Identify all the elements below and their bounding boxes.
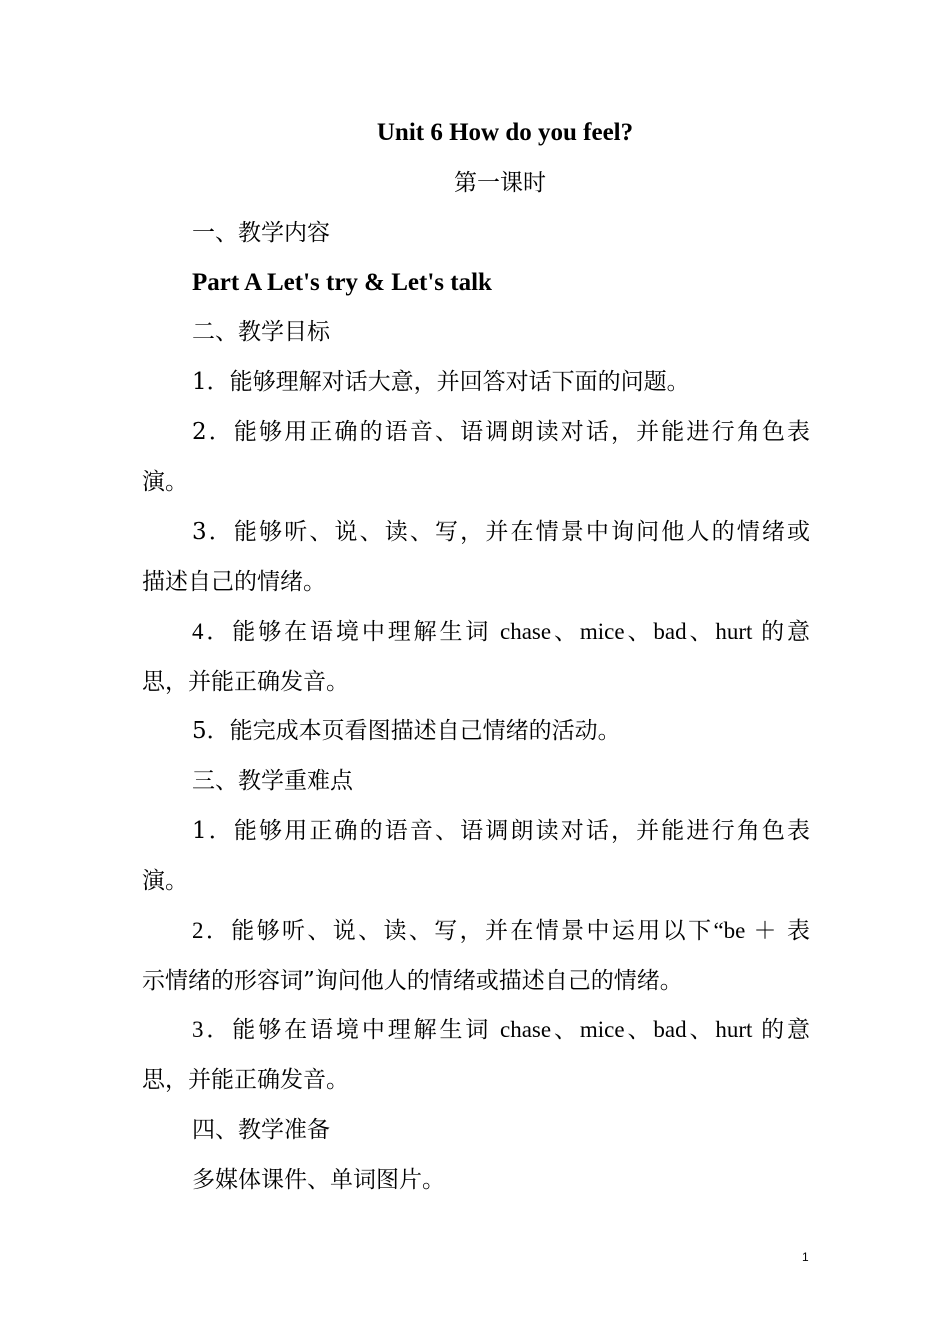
preparation-content: 多媒体课件、单词图片。 <box>192 1167 445 1193</box>
key-point-1-line-1: 1．能够用正确的语音、语调朗读对话，并能进行角色表 <box>192 818 810 844</box>
section-heading-preparation: 四、教学准备 <box>192 1117 330 1143</box>
goal-item-4-line-1: 4．能够在语境中理解生词 chase、mice、bad、hurt 的意 <box>192 619 810 644</box>
section-content-part: Part A Let's try & Let's talk <box>192 269 492 296</box>
goal-item-2-line-1: 2．能够用正确的语音、语调朗读对话，并能进行角色表 <box>192 419 810 445</box>
key-point-2-line-1: 2．能够听、说、读、写，并在情景中运用以下“be ＋ 表 <box>192 918 810 943</box>
section-heading-content: 一、教学内容 <box>192 220 330 246</box>
goal-item-4-line-2: 思，并能正确发音。 <box>142 669 349 695</box>
key-point-3-line-2: 思，并能正确发音。 <box>142 1067 349 1093</box>
goal-item-1: 1．能够理解对话大意，并回答对话下面的问题。 <box>192 369 690 395</box>
key-point-3-line-1: 3．能够在语境中理解生词 chase、mice、bad、hurt 的意 <box>192 1017 810 1042</box>
document-title: Unit 6 How do you feel? <box>376 119 634 146</box>
goal-item-5: 5．能完成本页看图描述自己情绪的活动。 <box>192 718 621 744</box>
key-point-1-line-2: 演。 <box>142 868 188 894</box>
goal-item-3-line-1: 3．能够听、说、读、写，并在情景中询问他人的情绪或 <box>192 519 810 545</box>
section-heading-key-points: 三、教学重难点 <box>192 768 353 794</box>
page-number: 1 <box>802 1250 809 1264</box>
goal-item-2-line-2: 演。 <box>142 469 188 495</box>
section-heading-goals: 二、教学目标 <box>192 319 330 345</box>
lesson-subtitle: 第一课时 <box>454 170 546 196</box>
key-point-2-line-2: 示情绪的形容词”询问他人的情绪或描述自己的情绪。 <box>142 968 683 994</box>
goal-item-3-line-2: 描述自己的情绪。 <box>142 569 326 595</box>
